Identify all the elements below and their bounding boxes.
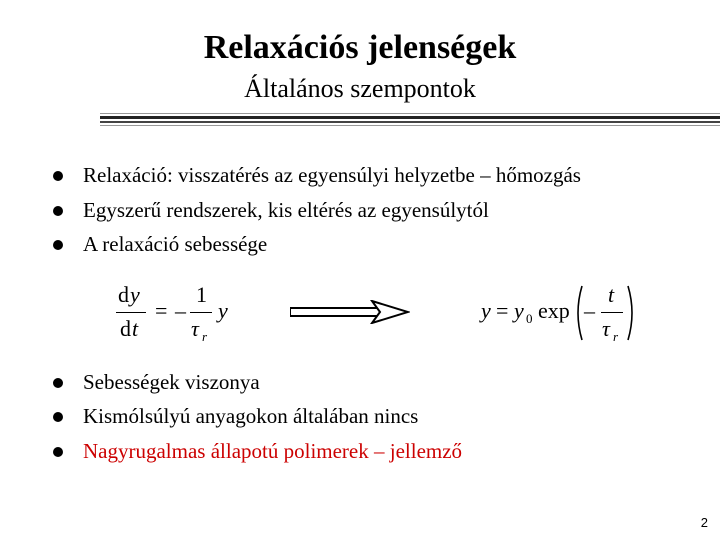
list-item	[50, 229, 690, 259]
eq-fraction-bar-2	[190, 312, 212, 313]
eq2-y: y	[481, 298, 491, 323]
eq2-t: t	[608, 282, 615, 307]
rule-line-3	[100, 121, 720, 123]
eq-equals: =	[155, 298, 168, 323]
eq-tau: τ	[191, 316, 199, 341]
slide-subtitle: Általános szempontok	[244, 74, 476, 103]
eq2-y0-sub: 0	[526, 311, 533, 326]
eq-den-t: t	[132, 316, 139, 341]
eq-one: 1	[196, 282, 207, 307]
bullet-text: A relaxáció sebessége	[83, 232, 268, 256]
eq2-fraction-bar	[601, 312, 623, 313]
eq-minus: –	[175, 298, 186, 323]
bullet-text: Egyszerű rendszerek, kis eltérés az egyensúlytól	[83, 198, 489, 222]
bullet-text: Sebességek viszonya	[83, 370, 260, 394]
eq2-tau: τ	[602, 316, 610, 341]
bullet-dot-icon	[53, 240, 63, 250]
rule-line-1	[100, 113, 720, 114]
eq2-equals: =	[496, 298, 509, 323]
eq2-exp: exp	[538, 298, 570, 323]
eq-y: y	[218, 298, 228, 323]
eq2-y0: y	[514, 298, 524, 323]
eq2-minus: –	[584, 298, 595, 323]
bullet-dot-icon	[53, 412, 63, 422]
list-item-highlight	[50, 436, 690, 466]
eq-num-d: d	[118, 282, 129, 307]
implies-arrow-icon	[290, 300, 410, 324]
left-paren-icon	[572, 284, 584, 342]
eq-den-d: d	[120, 316, 131, 341]
list-item	[50, 401, 690, 431]
bullet-text: Relaxáció: visszatérés az egyensúlyi helyzetbe – hőmozgás	[83, 163, 581, 187]
eq-num-y: y	[130, 282, 140, 307]
page-number: 2	[700, 515, 708, 530]
bullet-dot-icon	[53, 206, 63, 216]
eq-tau-sub: r	[202, 329, 208, 344]
list-item	[50, 367, 690, 397]
eq-fraction-bar-1	[116, 312, 146, 313]
bullet-text: Kismólsúlyú anyagokon általában nincs	[83, 404, 419, 428]
slide-title: Relaxációs jelenségek	[203, 29, 517, 66]
bullet-text: Nagyrugalmas állapotú polimerek – jellemző	[83, 439, 463, 463]
list-item	[50, 160, 690, 190]
rule-line-4	[100, 125, 720, 126]
list-item	[50, 195, 690, 225]
right-paren-icon	[626, 284, 638, 342]
bullet-dot-icon	[53, 378, 63, 388]
eq2-tau-sub: r	[613, 329, 619, 344]
rule-line-2	[100, 116, 720, 119]
bullet-dot-icon	[53, 171, 63, 181]
bullet-dot-icon	[53, 447, 63, 457]
